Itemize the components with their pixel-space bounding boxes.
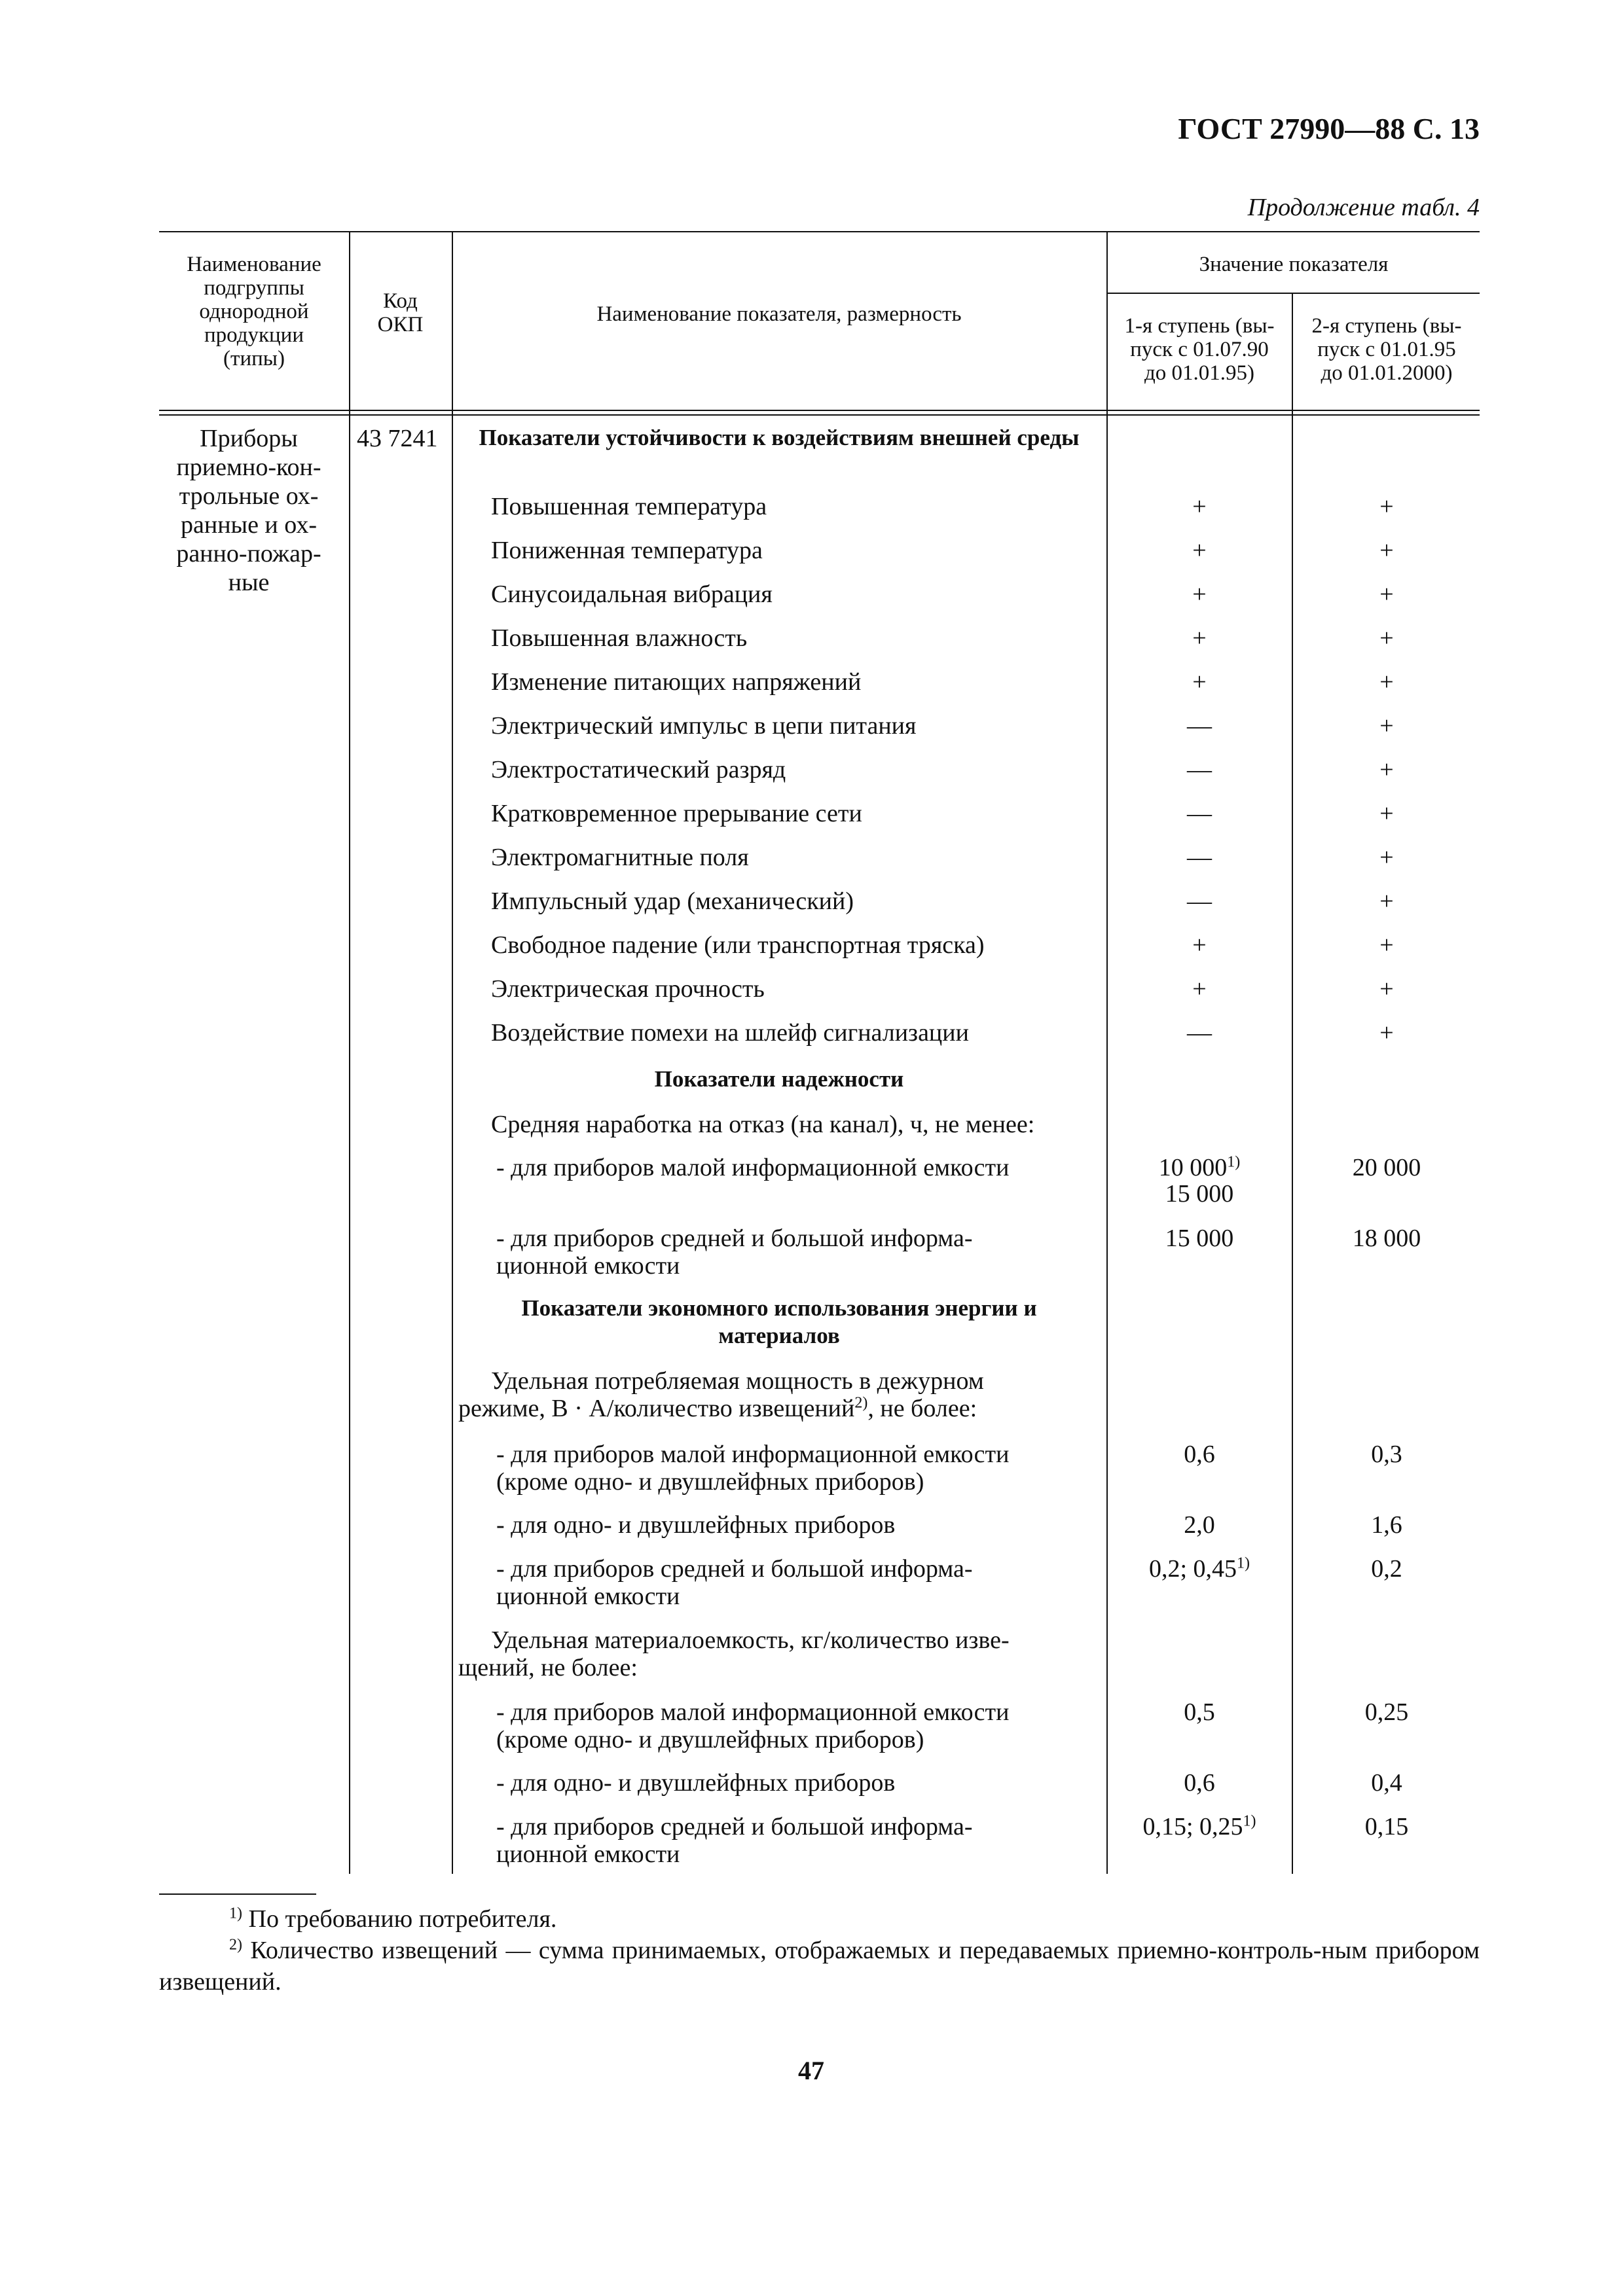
material-intro-line: щений, не более: bbox=[458, 1654, 638, 1681]
column-header-stage2: 2-я ступень (вы- пуск с 01.01.95 до 01.01.2000) bbox=[1311, 314, 1462, 385]
column-divider bbox=[452, 231, 453, 1874]
okp-code: 43 7241 bbox=[357, 425, 438, 452]
header-bottom-rule-double bbox=[159, 414, 1480, 416]
stage2-value: 0,4 bbox=[1371, 1769, 1402, 1797]
column-divider bbox=[1106, 231, 1108, 1874]
stage2-value: + bbox=[1379, 756, 1394, 783]
indicator-name: Кратковременное прерывание сети bbox=[491, 800, 862, 827]
power-intro-text: , не более: bbox=[867, 1395, 977, 1422]
stage1-value: + bbox=[1192, 537, 1207, 564]
indicator-name: Электрический импульс в цепи питания bbox=[491, 712, 917, 740]
indicator-name-line: - для приборов средней и большой информа- bbox=[496, 1555, 973, 1583]
column-header-stage1: 1-я ступень (вы- пуск с 01.07.90 до 01.01.95) bbox=[1124, 314, 1275, 385]
indicator-name: - для одно- и двушлейфных приборов bbox=[496, 1769, 896, 1797]
stage1-value: — bbox=[1187, 756, 1212, 783]
footnote-text: По требованию потребителя. bbox=[248, 1905, 557, 1933]
column-divider bbox=[1292, 293, 1293, 1874]
indicator-name: Пониженная температура bbox=[491, 537, 763, 564]
indicator-name: Синусоидальная вибрация bbox=[491, 581, 773, 608]
indicator-name: Электрическая прочность bbox=[491, 975, 765, 1003]
table-continuation-label: Продолжение табл. 4 bbox=[1247, 194, 1480, 221]
stage1-value: 0,6 bbox=[1184, 1769, 1215, 1797]
material-intro-line: Удельная материалоемкость, кг/количество изве- bbox=[491, 1626, 1010, 1654]
column-header-value: Значение показателя bbox=[1199, 253, 1389, 276]
stage2-value: + bbox=[1379, 581, 1394, 608]
indicator-name-line: ционной емкости bbox=[496, 1840, 680, 1868]
stage1-value: 0,6 bbox=[1184, 1441, 1215, 1468]
stage1-value: + bbox=[1192, 668, 1207, 696]
power-intro-line: Удельная потребляемая мощность в дежурном bbox=[491, 1367, 984, 1395]
column-header-indicator: Наименование показателя, размерность bbox=[596, 302, 962, 326]
stage1-value: — bbox=[1187, 800, 1212, 827]
stage2-value: + bbox=[1379, 624, 1394, 652]
footnote-text: Количество извещений — сумма принимаемых, отображаемых и передаваемых приемно-контроль-ным прибором извещений. bbox=[159, 1937, 1480, 1996]
stage1-value: 2,0 bbox=[1184, 1511, 1215, 1539]
stage2-value: 1,6 bbox=[1371, 1511, 1402, 1539]
indicator-name-line: (кроме одно- и двушлейфных приборов) bbox=[496, 1726, 924, 1753]
footnote-rule bbox=[159, 1893, 316, 1895]
indicator-name: Импульсный удар (механический) bbox=[491, 888, 854, 915]
section-heading-environment: Показатели устойчивости к воздействиям внешней среды bbox=[479, 425, 1080, 450]
footnote-ref: 1) bbox=[1243, 1812, 1256, 1830]
footnote-ref: 1) bbox=[1227, 1153, 1241, 1171]
footnote-mark: 2) bbox=[229, 1936, 242, 1954]
stage2-value: + bbox=[1379, 668, 1394, 696]
section-heading-reliability: Показатели надежности bbox=[654, 1066, 904, 1092]
stage2-value: + bbox=[1379, 1019, 1394, 1047]
stage1-value: — bbox=[1187, 1019, 1212, 1047]
stage2-value: + bbox=[1379, 537, 1394, 564]
column-header-subgroup: Наименование подгруппы однородной продукции (типы) bbox=[187, 253, 321, 370]
stage2-value: 0,2 bbox=[1371, 1555, 1402, 1583]
indicator-name: Повышенная влажность bbox=[491, 624, 748, 652]
stage2-value: + bbox=[1379, 712, 1394, 740]
stage2-value: + bbox=[1379, 493, 1394, 520]
page-number: 47 bbox=[798, 2056, 824, 2085]
footnote bbox=[229, 1903, 1473, 1935]
document-header: ГОСТ 27990—88 С. 13 bbox=[1178, 112, 1480, 145]
stage1-value: — bbox=[1187, 712, 1212, 740]
stage1-value-alt: 15 000 bbox=[1165, 1180, 1234, 1208]
subgroup-name: Приборы приемно-контрольные охранные и охранно-пожарные bbox=[176, 425, 321, 596]
table-top-rule bbox=[159, 231, 1480, 232]
indicator-name: Воздействие помехи на шлейф сигнализации bbox=[491, 1019, 969, 1047]
indicator-name-line: - для приборов малой информационной емкости bbox=[496, 1698, 1010, 1726]
indicator-name-line: - для приборов малой информационной емкости bbox=[496, 1441, 1010, 1468]
indicator-name: Электромагнитные поля bbox=[491, 844, 749, 871]
stage1-value bbox=[1108, 1554, 1291, 1583]
stage2-value: + bbox=[1379, 888, 1394, 915]
indicator-name: - для приборов малой информационной емкости bbox=[496, 1154, 1010, 1181]
footnote-ref: 1) bbox=[1237, 1554, 1250, 1572]
stage2-value: 0,3 bbox=[1371, 1441, 1402, 1468]
footnote bbox=[159, 1935, 1480, 1998]
stage1-value bbox=[1108, 1812, 1291, 1841]
stage1-value: — bbox=[1187, 888, 1212, 915]
stage1-value: 0,5 bbox=[1184, 1698, 1215, 1726]
footnote-ref: 2) bbox=[854, 1394, 868, 1412]
stage1-value: + bbox=[1192, 581, 1207, 608]
stage1-value: + bbox=[1192, 493, 1207, 520]
stage1-value-main: 0,2; 0,45 bbox=[1148, 1555, 1237, 1583]
indicator-name-line: ционной емкости bbox=[496, 1252, 680, 1280]
stage2-value: + bbox=[1379, 975, 1394, 1003]
stage2-value: + bbox=[1379, 844, 1394, 871]
stage1-value-main: 10 000 bbox=[1158, 1154, 1228, 1181]
stage1-value: + bbox=[1192, 931, 1207, 959]
indicator-name: Электростатический разряд bbox=[491, 756, 786, 783]
header-bottom-rule bbox=[159, 410, 1480, 411]
reliability-intro: Средняя наработка на отказ (на канал), ч, не менее: bbox=[491, 1111, 1035, 1138]
indicator-name: Свободное падение (или транспортная тряска) bbox=[491, 931, 985, 959]
stage1-value: + bbox=[1192, 975, 1207, 1003]
value-header-rule bbox=[1106, 293, 1480, 294]
indicator-name-line: - для приборов средней и большой информа- bbox=[496, 1225, 973, 1252]
column-header-okp: Код ОКП bbox=[377, 289, 424, 336]
stage2-value: + bbox=[1379, 931, 1394, 959]
indicator-name-line: - для приборов средней и большой информа- bbox=[496, 1813, 973, 1840]
indicator-name-line: (кроме одно- и двушлейфных приборов) bbox=[496, 1468, 924, 1496]
stage2-value: 18 000 bbox=[1352, 1225, 1421, 1252]
power-intro-text: режиме, В · А/количество извещений bbox=[458, 1395, 855, 1422]
stage1-value: 15 000 bbox=[1165, 1225, 1234, 1252]
power-intro-line bbox=[458, 1394, 977, 1423]
stage2-value: 20 000 bbox=[1352, 1154, 1421, 1181]
stage1-value: — bbox=[1187, 844, 1212, 871]
stage1-value-main: 0,15; 0,25 bbox=[1142, 1813, 1243, 1840]
stage1-value: + bbox=[1192, 624, 1207, 652]
stage2-value: 0,15 bbox=[1364, 1813, 1409, 1840]
footnote-mark: 1) bbox=[229, 1905, 242, 1922]
stage1-value bbox=[1108, 1153, 1291, 1182]
indicator-name-line: ционной емкости bbox=[496, 1583, 680, 1610]
column-divider bbox=[349, 231, 350, 1874]
indicator-name: - для одно- и двушлейфных приборов bbox=[496, 1511, 896, 1539]
indicator-name: Изменение питающих напряжений bbox=[491, 668, 862, 696]
stage2-value: 0,25 bbox=[1364, 1698, 1409, 1726]
indicator-name: Повышенная температура bbox=[491, 493, 767, 520]
section-heading-economy: Показатели экономного использования энергии и материалов bbox=[521, 1295, 1037, 1348]
stage2-value: + bbox=[1379, 800, 1394, 827]
